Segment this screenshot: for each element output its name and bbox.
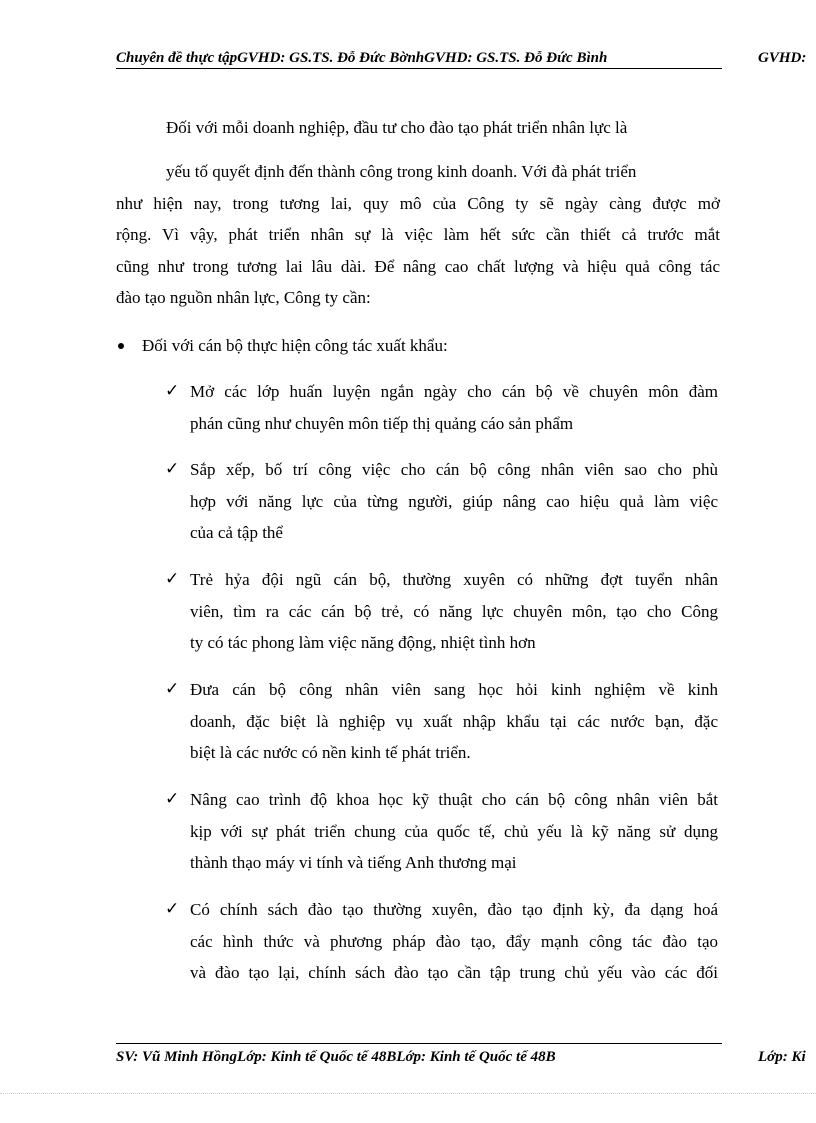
- checklist-line: Đưa cán bộ công nhân viên sang học hỏi kinh nghiệm về kinh: [190, 680, 718, 699]
- check-mark-icon: ✓: [165, 569, 180, 589]
- bullet-item: [116, 330, 448, 361]
- checklist-line: Mở các lớp huấn luyện ngắn ngày cho cán bộ về chuyên môn đàm: [190, 382, 718, 401]
- paragraph-line: Đối với mỗi doanh nghiệp, đầu tư cho đào tạo phát triển nhân lực là: [166, 118, 628, 137]
- header-title: Chuyên đề thực tậpGVHD: GS.TS. Đỗ Đức BờnhGVHD: GS.TS. Đỗ Đức Bình: [116, 50, 608, 66]
- footer-student: SV: Vũ Minh HồngLớp: Kinh tế Quốc tế 48BLớp: Kinh tế Quốc tế 48B: [116, 1049, 556, 1065]
- paragraph-line: rộng. Vì vậy, phát triển nhân sự là việc làm hết sức cần thiết cả trước mắt: [116, 225, 720, 244]
- check-mark-icon: ✓: [165, 459, 180, 479]
- header-rule: [116, 68, 722, 69]
- checklist-line: hợp với năng lực của từng người, giúp nâng cao hiệu quả làm việc: [190, 491, 718, 511]
- checklist-line: doanh, đặc biệt là nghiệp vụ xuất nhập khẩu tại các nước bạn, đặc: [190, 711, 718, 731]
- paragraph-body: [116, 156, 720, 314]
- checklist-line: và đào tạo lại, chính sách đào tạo cần tập trung chủ yếu vào các đối: [190, 963, 718, 982]
- bullet-text: Đối với cán bộ thực hiện công tác xuất khẩu:: [142, 336, 448, 355]
- footer-right: Lớp: Ki: [758, 1049, 806, 1065]
- checklist-line: viên, tìm ra các cán bộ trẻ, có năng lực chuyên môn, tạo cho Công: [190, 601, 718, 621]
- bullet-dot-icon: [118, 343, 124, 349]
- check-mark-icon: ✓: [165, 381, 180, 401]
- page-bottom-divider: [0, 1093, 816, 1094]
- footer-rule: [116, 1043, 722, 1044]
- paragraph-line: yếu tố quyết định đến thành công trong kinh doanh. Với đà phát triển: [166, 162, 637, 181]
- paragraph-line: đào tạo nguồn nhân lực, Công ty cần:: [116, 288, 371, 307]
- paragraph-line: cũng như trong tương lai lâu dài. Để nâng cao chất lượng và hiệu quả công tác: [116, 256, 720, 276]
- check-mark-icon: ✓: [165, 789, 180, 809]
- paragraph-line: như hiện nay, trong tương lai, quy mô của Công ty sẽ ngày càng được mở: [116, 193, 720, 213]
- checklist-line: phán cũng như chuyên môn tiếp thị quảng cáo sản phẩm: [190, 413, 574, 433]
- checklist-line: của cả tập thể: [190, 523, 283, 542]
- checklist-line: biệt là các nước có nền kinh tế phát triển.: [190, 743, 471, 762]
- header-right: GVHD:: [758, 50, 807, 66]
- checklist-line: Sắp xếp, bố trí công việc cho cán bộ công nhân viên sao cho phù: [190, 460, 718, 479]
- checklist-line: ty có tác phong làm việc năng động, nhiệt tình hơn: [190, 633, 536, 652]
- checklist-line: Trẻ hỷa đội ngũ cán bộ, thường xuyên có những đợt tuyển nhân: [190, 570, 718, 589]
- checklist-line: kịp với sự phát triển chung của quốc tế, chủ yếu là kỹ năng sử dụng: [190, 821, 718, 841]
- checklist-line: thành thạo máy vi tính và tiếng Anh thương mại: [190, 853, 517, 872]
- checklist-line: Có chính sách đào tạo thường xuyên, đào tạo định kỳ, đa dạng hoá: [190, 900, 718, 919]
- checklist-line: các hình thức và phương pháp đào tạo, đẩy mạnh công tác đào tạo: [190, 931, 718, 951]
- check-mark-icon: ✓: [165, 899, 180, 919]
- intro-paragraph: [116, 112, 720, 144]
- page-header: [116, 48, 816, 70]
- page-footer: [116, 1047, 816, 1069]
- checklist-line: Nâng cao trình độ khoa học kỹ thuật cho cán bộ công nhân viên bắt: [190, 790, 718, 809]
- check-mark-icon: ✓: [165, 679, 180, 699]
